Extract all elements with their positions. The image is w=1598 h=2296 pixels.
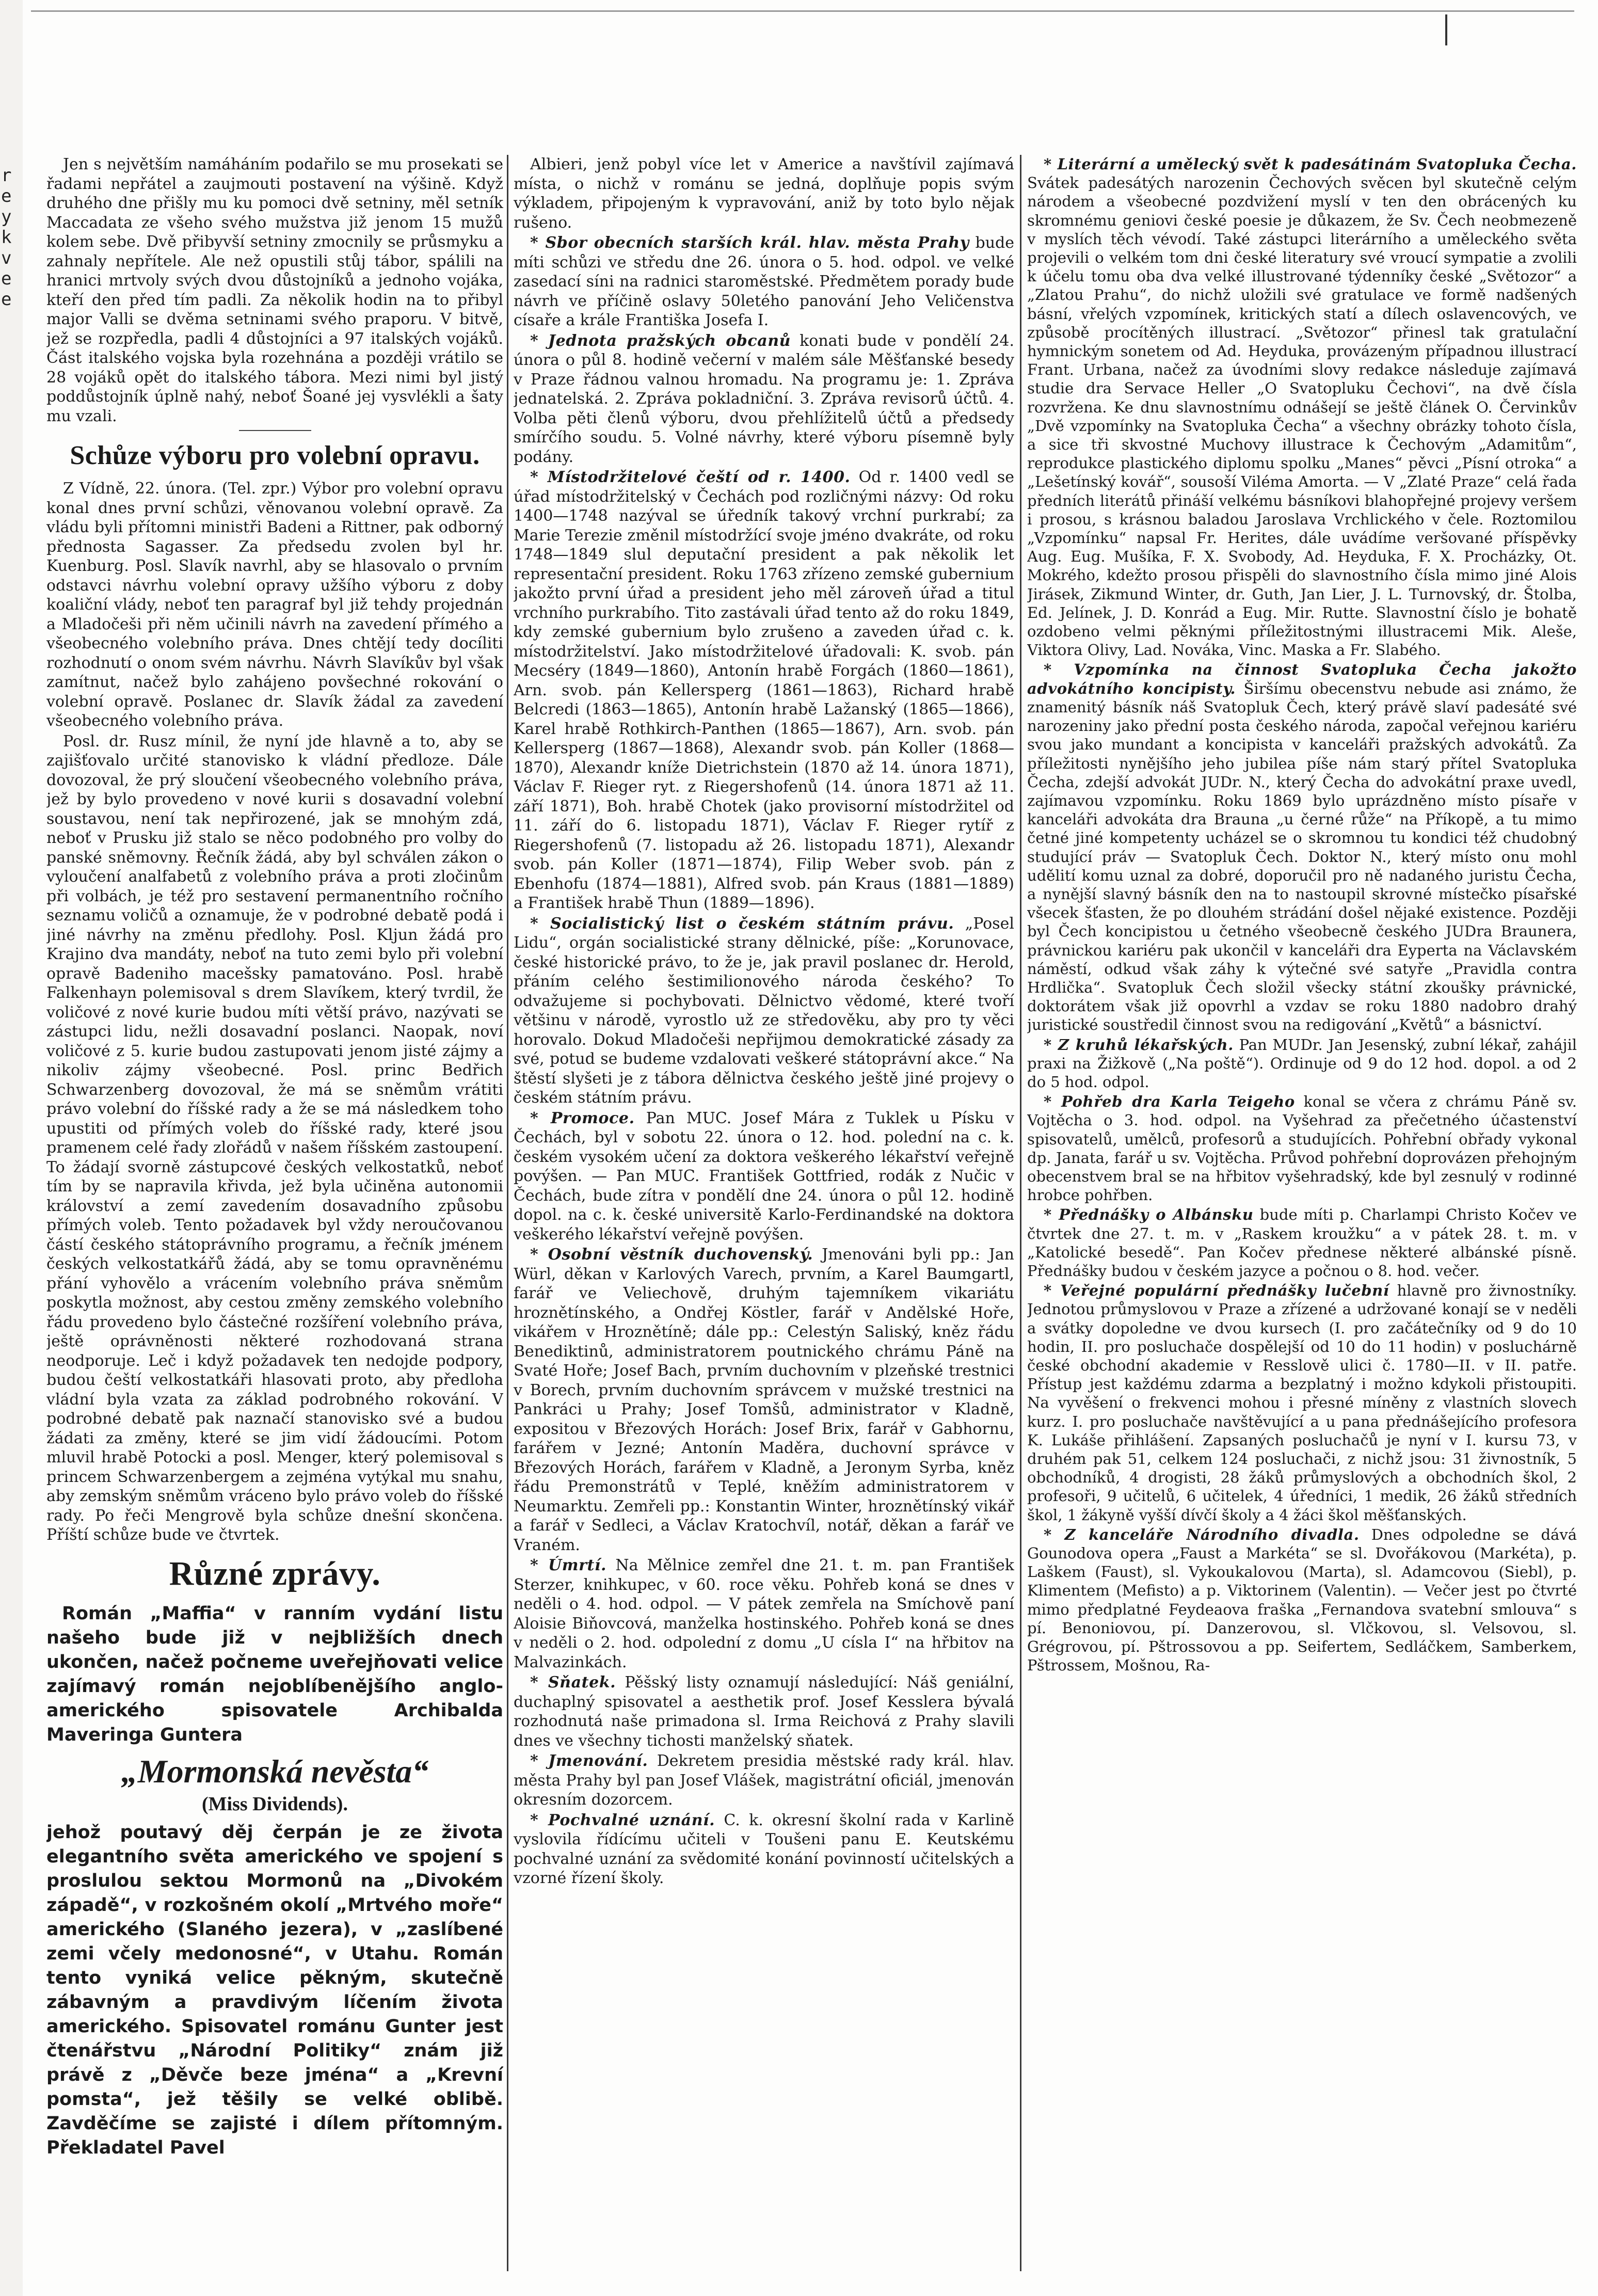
item-memory: * Vzpomínka na činnost Svatopluka Čecha jakožto advokátního koncipisty. Širšímu obecenstvu nebude asi známo, že znamenitý básník náš Svatopluk Čech, který právě slaví padesáté své narozeniny jako přední posta českého národa, započal veřejnou kariéru svou jako mundant a koncipista v kanceláři pražských advokátů. Za příležitosti nynějšího jeho jubilea píše nám starý přítel Svatopluka Čecha, zdejší advokát JUDr. N., který Čecha do advokátní praxe uvedl, zajímavou vzpomínku. Roku 1869 bylo uprázdněno místo písaře v kanceláři advokáta dra Brauna „u černé růže“ na Příkopě, a tu mimo četné jiné kompetenty ucházel se o skromnou tu kondici též chudobný studující práv — Svatopluk Čech. Doktor N., který místo onu mohl udělití komu uznal za dobré, doporučil pro ně nadaného juristu Čecha, a nynější slavný básník den na to nastoupil skrovné místečko písařské všecek šťasten, že po dlouhém strádání došel nějaké existence. Později byl Čech koncipistou u četného všeobecně českého JUDra Braunera, právnickou kariéru pak ukončil v kanceláři dra Eyperta na Václavském náměstí, odkud však záhy k výtečné své satyře „Pravidla contra Hrdlička“. Svatopluk Čech složil všecky státní zkoušky právnické, doktorátem však již opovrhl a vzdav se roku 1880 nadobro drahý juristické soustředil činnost svou na redigování „Květů“ a básnictví. — [1027, 661, 1577, 1034]
column-1 — [46, 155, 503, 2271]
novel-description: jehož poutavý děj čerpán je ze života elegantního světa amerického ve spojení s proslulou sektou Mormonů na „Divokém západě“, v rozkošném okolí „Mrtvého moře“ amerického (Slaného jezera), v „zaslíbené zemi včely medonosné“, v Utahu. Román tento vyniká velice pěkným, skutečně zábavným a pravdivým líčením života amerického. Spisovatel románu Gunter jest čtenářstvu „Národní Politiky“ znám již právě z „Děvče beze jména“ a „Krevní pomsta“, jež těšily se velké oblibě. Zavděčíme se zajisté i dílem přítomným. Překladatel Pavel — [46, 1822, 503, 2158]
item-lead: * Úmrtí. — [530, 1556, 607, 1574]
margin-marks: r e y k v e e — [1, 165, 12, 310]
item-socialist: * Socialistický list o českém státním právu. „Posel Lidu“, orgán socialistické strany dělnické, píše: „Korunovace, české historické právo, to že je, jak pravil poslanec dr. Herold, přáním celého šestimilionového národa českého? To odvažujeme si pochybovati. Dělnictvo vědomé, které tvoří většinu v národě, vyrostlo už ze středověku, aby pro ty věci horovalo. Dokud Mladočeši nepřijmou demokratické zásady za své, potud se budeme vzdalovati veškeré státoprávní akce.“ Na štěstí slyšeti je z tábora dělnictva českého ještě jiné projevy o českém státním právu. — [514, 914, 1014, 1107]
column-rule-2 — [1020, 155, 1021, 2271]
item-lead: * Literární a umělecký svět k padesátinám Svatopluka Čecha. — [1044, 155, 1577, 173]
newspaper-page — [41, 124, 1585, 2271]
heading-various-news: Různé zprávy. — [169, 1554, 381, 1592]
item-funeral: * Pohřeb dra Karla Teigeho konal se včera z chrámu Páně sv. Vojtěcha o 3. hod. odpol. na Vyšehrad za přečetného účastenství spisovatelů, umělců, profesorů a studujících. Pohřební obřady vykonal dp. Janata, farář u sv. Vojtěcha. Průvod pohřební doprovázen přehojným obecenstvem bral se na hřbitov vyšehradský, kde byl zesnulý v rodinné hrobce pohřben. — [1027, 1093, 1577, 1204]
item-lead: * Promoce. — [530, 1109, 635, 1127]
divider — [239, 430, 311, 431]
item-jednota: * Jednota pražských obcanů konati bude v pondělí 24. února o půl 8. hodině večerní v malém sále Měšťanské besedy v Praze řádnou valnou hromadu. Na programu je: 1. Zpráva jednatelská. 2. Zpráva pokladniční. 3. Zpráva revisorů účtů. 4. Volba pěti členů výboru, dvou přehlížitelů účtů a předsedy smírčího soudu. 5. Volné návrhy, které výboru písemně byly podány. — [514, 331, 1014, 466]
item-lead: * Socialistický list o českém státním právu. — [530, 914, 954, 933]
item-lead: * Pohřeb dra Karla Teigeho — [1044, 1093, 1295, 1111]
article-continuation: Jen s největším namáháním podařilo se mu prosekati se řadami nepřátel a zaujmouti postavení na výšině. Když druhého dne přišly mu ku pomoci dvě setniny, měl setník Maccadata ze všeho svého mužstva již jenom 15 mužů kolem sebe. Dvě přibyvší setniny zmocnily se průsmyku a zahnaly nepřítele. Ale než opustili stůj tábor, spálili na hranici mrtvoly svých dvou důstojníků a jednoho vojáka, kteří den před tím padli. Za několik hodin na to přibyl major Valli se dvěma setninami svého praporu. V bitvě, jež se rozpředla, padli 4 důstojníci a 97 italských vojáků. Část italského vojska byla rozehnána a později vrátilo se 28 vojáků opět do italského tábora. Mezi nimi byl jistý poddůstojník úplně nahý, neboť Šoané jej vysvlékli a šaty mu vzali. — [46, 155, 503, 425]
item-lead: * Jednota pražských obcanů — [530, 331, 791, 350]
item-lead: * Z kanceláře Národního divadla. — [1044, 1525, 1360, 1543]
item-wedding: * Sňatek. Pěšský listy oznamují následující: Náš geniální, duchaplný spisovatel a aesthetik prof. Josef Kesslera bývalá rozhodnutá naše primadona sl. Irma Reichová z Prahy slavili dnes ve všechny tichosti manželský sňatek. — [514, 1673, 1014, 1750]
item-theatre: * Z kanceláře Národního divadla. Dnes odpoledne se dává Gounodova opera „Faust a Markéta“ se sl. Dvořákovou (Markéta), p. Laškem (Faust), sl. Vykoukalovou (Marta), sl. Adamcovou (Siebl), p. Klimentem (Mefisto) a p. Viktorinem (Valentin). — Večer jest po čtvrté mimo předplatné Feydeaova fraška „Fernandova svatební smlouva“ s pí. Benoniovou, pí. Danzerovou, sl. Vlčkovou, sl. Velsovou, sl. Grégrovou, pí. Pštrossovou a pp. Seifertem, Sedláčkem, Samberkem, Pštrossem, Mošnou, Ra- — [1027, 1525, 1577, 1675]
item-lead: * Pochvalné uznání. — [530, 1811, 715, 1829]
paragraph-committee-2: Posl. dr. Rusz mínil, že nyní jde hlavně a to, aby se zajišťovalo určité stanovisko k vládní předloze. Dále dovozoval, že prý sloučení všeobecného volebního práva, jež by bylo provedeno v nové kurii s dosavadní volební soustavou, není tak nepřirozené, jak se mnohým zdá, neboť v Prusku již stalo se něco podobného pro volby do panské sněmovny. Řečník žádá, aby byl schválen zákon o vyloučení analfabetů z volebního práva a proti zločinům při volbách, je též pro sestavení permanentního ročního seznamu voličů a oznamuje, že v podrobné debatě podá i jiné návrhy na změnu předlohy. Posl. Kljun žádá pro Krajino dva mandáty, neboť na tuto zemi bylo při volební opravě Badeniho macešsky pamatováno. Posl. hrabě Falkenhayn polemisoval s drem Slavíkem, který tvrdil, že voličové z nové kurie budou míti větší právo, nazývati se zástupci lidu, nežli dosavadní poslanci. Naopak, noví voličové z 5. kurie budou zastupovati jenom jisté zájmy a nikoliv zájmy všeobecné. Posl. princ Bedřich Schwarzenberg dovozoval, že má se sněmům vrátiti právo volební do říšské rady a že se má následkem toho upustiti od přímých voleb do říšské rady, které jsou pramenem celé řady zlořádů v našem říšském zastoupení. To žádají svorně zástupcové českých velkostatků, neboť tím by se napravila křivda, jež byla učiněna autonomii království a zemí zavedením dosavadního způsobu přímých voleb. Tento požadavek byl vždy neroučovanou částí českého státoprávního programu, a řečník jménem českých velkostatkářů žádá, aby se tomu opravněnému přání vyhovělo a vrácením volebního práva sněmům poskytla možnost, aby cestou změny zemského volebního řádu provedeno bylo částečné rozšíření volebního práva, ještě oprávněnosti některé rozhodovaná strana neodporuje. Leč i když požadavek ten nedojde podpory, budou čeští velkostatkáři hlasovati proto, aby předloha vládní byla vzata za základ podrobného rokování. V podrobné debatě pak naznačí stanovisko své a budou žádati za změny, které se jim vidí žádoucími. Potom mluvil hrabě Potocki a posl. Menger, který polemisoval s princem Schwarzenbergem a zejména vytýkal mu snahu, aby zemským sněmům vráceno bylo právo voleb do říšské rady. Po řeči Mengrově byla schůze dnešní skončena. Příští schůze bude ve čtvrtek. — [46, 732, 503, 1544]
item-albania: * Přednášky o Albánsku bude míti p. Charlampi Christo Kočev ve čtvrtek dne 27. t. m. v „Raskem kroužku“ a v pátek 28. t. m. v „Katolické besedě“. Pan Kočev přednese některé albánské písně. Přednášky budou v českém jazyce a počnou o 8. hod. večer. — [1027, 1206, 1577, 1280]
item-physicians: * Z kruhů lékařských. Pan MUDr. Jan Jesenský, zubní lékař, zahájil praxi na Žižkově („Na poště“). Ordinuje od 9 do 12 hod. dopol. a od 2 do 5 hod. odpol. — [1027, 1035, 1577, 1091]
paragraph-committee-1: Z Vídně, 22. února. (Tel. zpr.) Výbor pro volební opravu konal dnes první schůzi, věnovanou volební opravě. Za vládu byli přítomni ministři Badeni a Rittner, pak odborný přednosta Sagasser. Za předsedu zvolen byl hr. Kuenburg. Posl. Slavík navrhl, aby se hlasovalo o prvním odstavci návrhu volební opravy užšího výboru z doby koaliční vlády, neboť ten paragraf byl již tehdy projednán a Mladočeši při něm učinili návrh na zavedení přímého a všeobecného volebního práva. Dnes chtějí tedy docíliti rozhodnutí o onom svém návrhu. Návrh Slavíkův byl však zamítnut, načež bylo zahájeno povšechné rokování o volební opravě. Poslanec dr. Slavík žádal za zavedení všeobecného volebního práva. — [46, 480, 503, 730]
item-literary: * Literární a umělecký svět k padesátinám Svatopluka Čecha. Svátek padesátých narozenin Čechových svěcen byl skutečně celým národem a všeobecné pozdvižení myslí v ten den obrácených ku skromnému geniovi české poesie je důkazem, že Sv. Čech neobmezeně v myslích těch vévodí. Také zástupci literárního a uměleckého světa projevili o velkém tom dni české literatury své vroucí sympatie a zvolili k účelu tomu oba dva velké illustrované týdenníky české „Světozor“ a „Zlatou Prahu“, do nichž uložili své gratulace ve formě nadšených básní, vřelých vzpomínek, kritických statí a dílech oslavencových, ve způsobě procítěných illustrací. „Světozor“ přinesl tak gratulační hymnickým sonetem od Ad. Heyduka, provázeným případnou illustrací Frant. Urbana, načež za úvodními slovy redakce následuje zajímavá studie dra Servace Heller „O Svatopluku Čechovi“, na dvě čísla rozvržena. Ke dnu slavnostnímu odnášejí se ještě článek O. Červinkův „Dvě vzpomínky na Svatopluka Čecha“ a všechny obrázky tohoto čísla, a sice tři skvostné Muchovy illustrace k Čechovým „Adamitům“, reprodukce plastického diplomu spolku „Manes“ pěvci „Písní otroka“ a „Lešetínský kovář“, sousoší Viléma Amorta. — V „Zlaté Praze“ celá řada předních literátů přináší velkému básníkovi blahopřejné projevy veršem i prosou, s krásnou baladou Jaroslava Vrchlického v čele. Roztomilou „Vzpomínku“ napsal Fr. Herites, dále uvádíme veršované příspěvky Aug. Eug. Mušíka, F. X. Svobody, Ad. Heyduka, F. X. Procházky, Ot. Mokrého, kdežto prosou přispěli do slavnostního čísla mimo jiné Alois Jirásek, Zikmund Winter, dr. Guth, Jan Lier, J. L. Turnovský, dr. Štolba, Ed. Jelínek, J. D. Konrád a Eug. Mir. Rutte. Slavnostní číslo je bohatě ozdobeno velmi pěknými příležitostnými illustracemi Mik. Aleše, Viktora Olivy, Lad. Nováka, Vinc. Maska a Fr. Slabého. — [1027, 155, 1577, 659]
item-appointment: * Jmenování. Dekretem presidia městské rady král. hlav. města Prahy byl pan Josef Vlášek, magistrátní oficiál, jmenován okresním dozorcem. — [514, 1752, 1014, 1809]
novel-announcement: Román „Maffia“ v ranním vydání listu našeho bude již v nejbližších dnech ukončen, načež počneme uveřejňovati velice zajímavý román nejoblíbenějšího anglo-amerického spisovatele Archibalda Maveringa Guntera — [46, 1603, 503, 1745]
item-promotion: * Promoce. Pan MUC. Josef Mára z Tuklek u Písku v Čechách, byl v sobotu 22. února o 12. hod. polední na c. k. českém vysokém učení za doktora veškerého lékařství veřejně povýšen. — Pan MUC. František Gottfried, rodák z Nučic v Čechách, bude zítra v pondělí dne 24. února o půl 12. hodině dopol. na c. k. české universitě Karlo-Ferdinandské na doktora veškerého lékařství veřejně povýšen. — [514, 1109, 1014, 1243]
novel-title: „Mormonská nevěsta“ — [121, 1752, 429, 1790]
scan-edge — [0, 0, 23, 2296]
binding-tick — [1445, 14, 1447, 45]
item-lead: * Z kruhů lékařských. — [1044, 1035, 1234, 1054]
item-lead: * Vzpomínka na činnost Svatopluka Čecha jakožto advokátního koncipisty. — [1027, 661, 1577, 697]
item-clergy: * Osobní věstník duchovenský. Jmenováni byli pp.: Jan Würl, děkan v Karlových Varech, prvním, a Karel Baumgartl, farář ve Veliechově, druhým tajemníkem vikariátu hroznětínského, a Ondřej Köstler, farář v Andělské Hoře, vikářem v Hroznětíně; dále pp.: Celestýn Saliský, kněz řádu Benediktinů, administratorem poutnického chrámu Páně na Svaté Hoře; Josef Bach, prvním duchovním v plzeňské trestnici v Borech, prvním duchovním správcem v mužské trestnici na Pankráci u Prahy; Josef Tomšů, administrator v Kladně, expositou v Březových Horách: Josef Brix, farář v Gabhornu, farářem v Jezné; Antonín Maděra, duchovní správce v Březových Horách, farářem v Kladně, a Jeronym Syrba, kněz řádu Premonstrátů v Teplé, kněžím administratorem v Neumarktu. Zemřeli pp.: Konstantin Winter, hroznětínský vikář a farář v Sedleci, a Václav Kratochvíl, notář, děkan a farář ve Vraném. — [514, 1246, 1014, 1554]
item-lead: * Sňatek. — [530, 1673, 616, 1692]
column-3 — [1027, 155, 1577, 2271]
column-2 — [514, 155, 1014, 2271]
item-lead: * Přednášky o Albánsku — [1044, 1206, 1254, 1224]
item-commendation: * Pochvalné uznání. C. k. okresní školní rada v Karlině vyslovila řídícímu učiteli v Toušeni panu E. Keutskému pochvalné uznání za svědomité konání povinností učitelských a vzorné řízení školy. — [514, 1811, 1014, 1887]
column-rule-1 — [507, 155, 508, 2271]
item-lead: * Sbor obecních starších král. hlav. města Prahy — [530, 234, 969, 252]
item-governors: * Místodržitelové čeští od r. 1400. Od r. 1400 vedl se úřad místodržitelský v Čechách pod rozličnými názvy: Od roku 1400—1748 nazýval se úředník takový vrchní purkrabí; za Marie Terezie změnil místodržící svoje jméno dvakráte, od roku 1748—1849 slul deputační president a pak několik let representační president. Roku 1763 zřízeno zemské gubernium jakožto první úřad a president jeho měl zároveň úřad a titul vrchního purkrabího. Tito zastávali úřad tento až do roku 1849, kdy zemské gubernium bylo zrušeno a zaveden úřad c. k. místodržitelství. Jako místodržitelové úřadovali: K. svob. pán Mecséry (1849—1860), Antonín hrabě Forgách (1860—1861), Arn. svob. pán Kellersperg (1861—1863), Richard hrabě Belcredi (1863—1865), Antonín hrabě Lažanský (1865—1866), Karel hrabě Rothkirch-Panthen (1865—1867), Arn. svob. pán Kellersperg (1867—1868), Alexandr svob. pán Koller (1868—1870), Alexandr kníže Dietrichstein (1870 až 14. února 1871), Václav F. Rieger ryt. z Riegershofenů (14. února 1871 až 11. září 1871), Boh. hrabě Chotek (jako provisorní místodržitel od 11. září do 6. listopadu 1871), Václav F. Rieger rytíř z Riegershofenů (7. listopadu až 26. listopadu 1871), Alexandr svob. pán Koller (1871—1874), Filip Weber svob. pán z Ebenhofu (1874—1881), Alfred svob. pán Kraus (1881—1889) a František hrabě Thun (1889—1896). — [514, 468, 1014, 912]
item-lectures: * Veřejné populární přednášky lučební hlavně pro živnostníky. Jednotou průmyslovou v Praze a zřízené a udržované konají se v neděli a svátky dopoledne ve dvou kursech (I. pro začátečníky od 9 do 10 hodin, II. pro posluchače dospělejší od 10 do 11 hodin) v posluchárně české obchodní akademie v Resslově ulici č. 1780—II. v II. patře. Přístup jest každému zdarma a bezplatný i možno kdykoli přistoupiti. Na vyvěšení o frekvenci mohou i přesné míněny z vlastních slovech kurz. I. pro posluchače navštěvující a u pana přednášejícího profesora K. Lukáše přihlášení. Zapsaných posluchačů je nyní v I. kursu 73, v druhém pak 51, celkem 124 posluchači, z nichž jsou: 31 živnostník, 5 obchodníků, 4 drogisti, 28 žáků průmyslových a obchodních škol, 2 profesoři, 9 učitelů, 6 učitelek, 4 úředníci, 1 medik, 26 žáků středních škol, 1 žákyně vyšší dívčí školy a 4 žáci škol měšťanských. — [1027, 1282, 1577, 1524]
item-deaths: * Úmrtí. Na Mělnice zemřel dne 21. t. m. pan František Sterzer, knihkupec, v 60. roce věku. Pohřeb koná se dnes v neděli o 4. hod. odpol. — V pátek zemřela na Smíchově paní Aloisie Biňovcová, manželka hostinského. Pohřeb koná se dnes v neděli o 2. hod. odpolední z domu „U císla I“ na hřbitov na Malvazinkách. — [514, 1556, 1014, 1671]
top-rule — [31, 10, 1574, 12]
item-lead: * Osobní věstník duchovenský. — [530, 1246, 813, 1264]
item-lead: * Veřejné populární přednášky lučební — [1044, 1282, 1389, 1300]
item-lead: * Jmenování. — [530, 1752, 648, 1770]
article-continuation-2: Albieri, jenž pobyl více let v Americe a navštívil zajímavá místa, o nichž v románu se jedná, doplňuje popis svým výkladem, připojeným k vypravování, aniž by toto bylo nějak rušeno. — [514, 155, 1014, 232]
heading-electoral-reform: Schůze výboru pro volební opravu. — [70, 441, 480, 470]
novel-subtitle: (Miss Dividends). — [202, 1793, 348, 1815]
item-sbor: * Sbor obecních starších král. hlav. města Prahy bude míti schůzi ve středu dne 26. února o 5. hod. odpol. ve velké zasedací síni na radnici staroměstské. Předmětem porady bude návrh ve příčině oslavy 50letého panování Jeho Veličenstva císaře a krále Františka Josefa I. — [514, 234, 1014, 329]
item-lead: * Místodržitelové čeští od r. 1400. — [530, 468, 851, 486]
